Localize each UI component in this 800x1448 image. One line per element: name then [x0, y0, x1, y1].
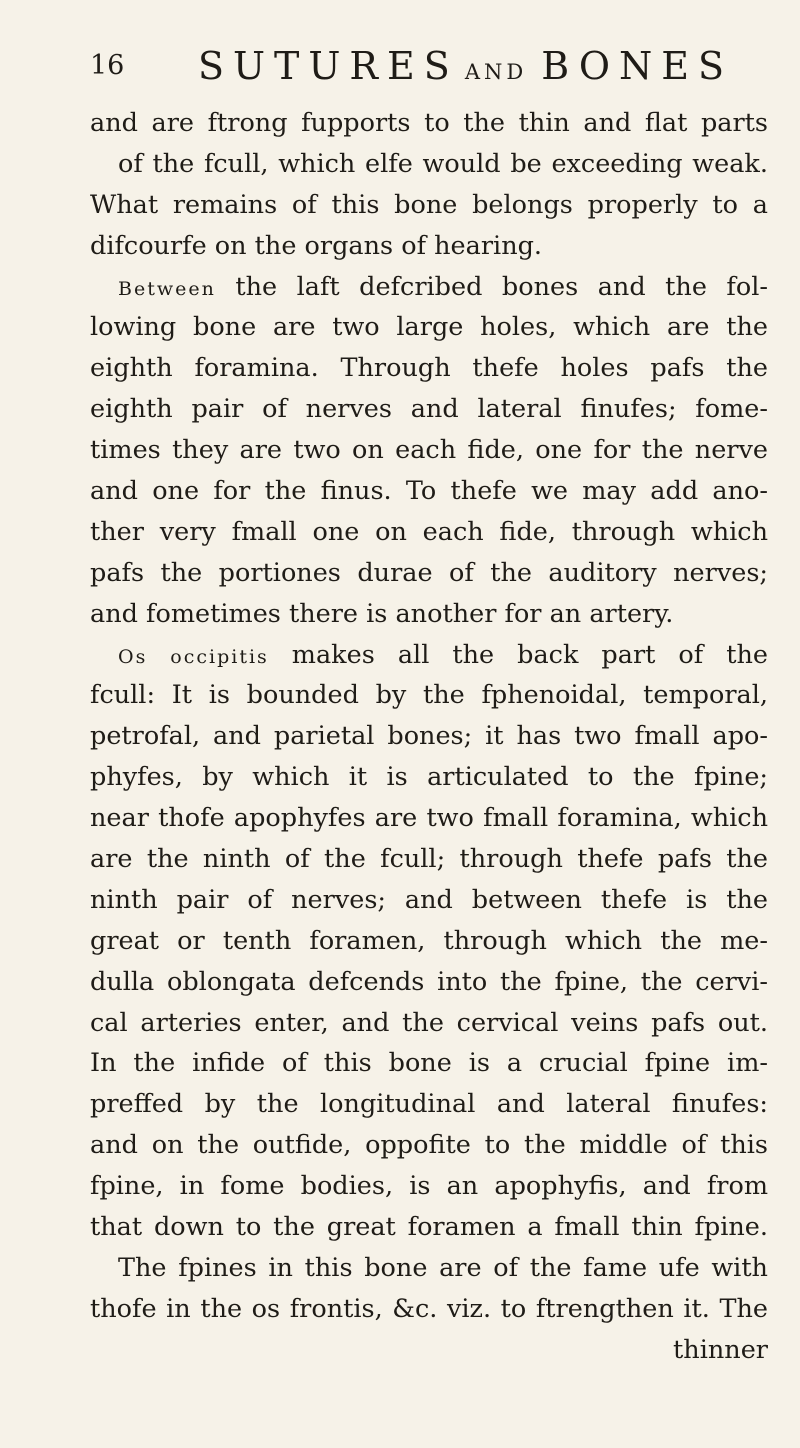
text-line-14	[90, 635, 768, 676]
text-line-29: The fpines in this bone are of the fame ufe with	[118, 1252, 768, 1283]
text-line-7: eighth foramina. Through thefe holes pafs the	[90, 353, 768, 384]
text-line-9: times they are two on each fide, one for the nerve	[90, 435, 768, 466]
text-line-3: What remains of this bone belongs properly to a	[90, 189, 768, 220]
text-line-2: of the fcull, which elfe would be exceeding weak.	[118, 148, 768, 179]
text-line-6: lowing bone are two large holes, which are the	[90, 312, 768, 343]
text-line-5	[90, 267, 768, 308]
text-line-18: near thofe apophyfes are two fmall foramina, which	[90, 803, 768, 834]
text-line-27: fpine, in fome bodies, is an apophyfis, and from	[90, 1171, 768, 1202]
text-line-25: preffed by the longitudinal and lateral finufes:	[90, 1089, 768, 1120]
page-header	[90, 44, 770, 90]
body-text	[90, 103, 768, 1371]
text-line-5-rest: the laft defcribed bones and the fol-	[215, 271, 768, 302]
text-line-4: difcourfe on the organs of hearing.	[90, 230, 543, 261]
text-line-17: phyfes, by which it is articulated to the fpine;	[90, 762, 768, 793]
text-line-1: and are ftrong fupports to the thin and flat parts	[90, 108, 768, 138]
text-line-14-rest: makes all the back part of the	[268, 639, 768, 670]
paragraph-lead-os-occipitis: Os occipitis	[118, 645, 269, 668]
text-line-30: thofe in the os frontis, &c. viz. to ftrengthen it. The	[90, 1293, 768, 1324]
text-line-12: pafs the portiones durae of the auditory nerves;	[90, 557, 768, 588]
catchword: thinner	[673, 1334, 768, 1365]
text-line-24: In the infide of this bone is a crucial fpine im-	[90, 1048, 768, 1079]
running-head-word-1: SUTURES	[198, 44, 459, 88]
text-line-16: petrofal, and parietal bones; it has two fmall apo-	[90, 721, 768, 752]
text-line-28: that down to the great foramen a fmall thin fpine.	[90, 1212, 768, 1243]
text-line-19: are the ninth of the fcull; through thefe pafs the	[90, 844, 768, 875]
text-line-23: cal arteries enter, and the cervical veins pafs out.	[90, 1007, 768, 1038]
page-number: 16	[90, 50, 125, 81]
running-head-and: AND	[464, 60, 528, 84]
text-line-15: fcull: It is bounded by the fphenoidal, temporal,	[90, 680, 768, 711]
text-line-22: dulla oblongata defcends into the fpine, the cervi-	[90, 966, 768, 997]
paragraph-lead-between: Between	[118, 277, 216, 300]
running-head	[198, 44, 733, 88]
text-line-21: great or tenth foramen, through which the me-	[90, 925, 768, 956]
text-line-20: ninth pair of nerves; and between thefe is the	[90, 884, 768, 915]
text-line-26: and on the outfide, oppofite to the middle of this	[90, 1130, 768, 1161]
text-line-8: eighth pair of nerves and lateral finufes; fome-	[90, 394, 768, 425]
running-head-word-2: BONES	[541, 44, 734, 88]
text-line-13: and fometimes there is another for an artery.	[90, 598, 674, 629]
text-line-11: ther very fmall one on each fide, through which	[90, 516, 768, 547]
text-line-10: and one for the finus. To thefe we may add ano-	[90, 476, 768, 507]
